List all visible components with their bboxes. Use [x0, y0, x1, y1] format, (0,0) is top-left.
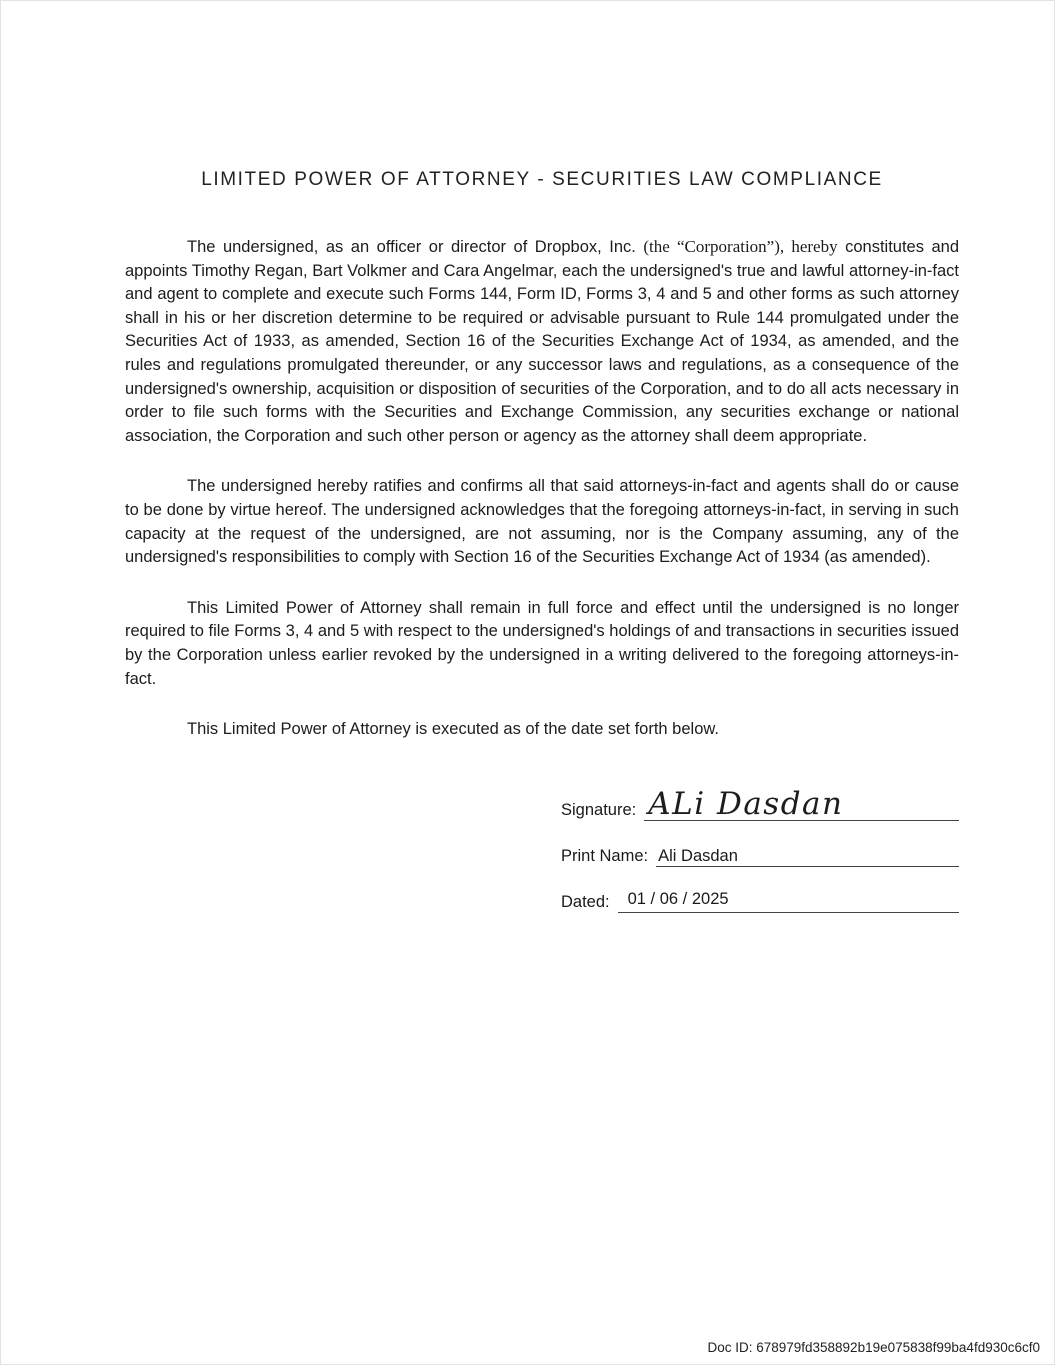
paragraph-ratification: The undersigned hereby ratifies and confirms all that said attorneys-in-fact and agents shall do or cause to be done by virtue hereof. The undersigned acknowledges that the foregoing attorneys-in-fact, in serving in such capacity at the request of the undersigned, are not assuming, nor is the Company assuming, any of the undersigned's responsibilities to comply with Section 16 of the Securities Exchange Act of 1934 (as amended).: [125, 477, 959, 567]
dated-label: Dated:: [561, 892, 610, 911]
document-title: LIMITED POWER OF ATTORNEY - SECURITIES LAW COMPLIANCE: [201, 169, 883, 190]
doc-id-footer: Doc ID: 678979fd358892b19e075838f99ba4fd930c6cf0: [707, 1340, 1040, 1355]
dated-value: 01 / 06 / 2025: [627, 889, 729, 908]
paragraph-appointment-lead: The undersigned, as an officer or director of Dropbox, Inc.: [187, 238, 644, 256]
print-name-line: [656, 846, 959, 867]
print-name-value: Ali Dasdan: [658, 846, 738, 865]
paragraph-execution: This Limited Power of Attorney is executed as of the date set forth below.: [187, 720, 719, 739]
paragraph-appointment-corporation-clause: (the “Corporation”), hereby: [643, 237, 838, 256]
signature-row: [561, 784, 959, 821]
dated-row: [561, 889, 959, 913]
signature-handwriting: ALi Dasdan: [648, 785, 844, 822]
paragraph-appointment: [125, 235, 959, 448]
paragraph-appointment-body: constitutes and appoints Timothy Regan, Bart Volkmer and Cara Angelmar, each the undersigned's true and lawful attorney-in-fact and agent to complete and execute such Forms 144, Form ID, Forms 3, 4 and 5 and other forms as such attorney shall in his or her discretion determine to be required or advisable pursuant to Rule 144 promulgated under the Securities Act of 1933, as amended, Section 16 of the Securities Exchange Act of 1934, as amended, and the rules and regulations promulgated thereunder, or any successor laws and regulations, as a consequence of the undersigned's ownership, acquisition or disposition of securities of the Corporation, and to do all acts necessary in order to file such forms with the Securities and Exchange Commission, any securities exchange or national association, the Corporation and such other person or agency as the attorney shall deem appropriate.: [125, 238, 960, 445]
dated-line: [618, 889, 959, 913]
print-name-row: [561, 846, 959, 867]
document-content: [125, 169, 959, 938]
print-name-label: Print Name:: [561, 846, 649, 865]
signature-label: Signature:: [561, 800, 637, 819]
paragraph-duration: This Limited Power of Attorney shall remain in full force and effect until the undersigned is no longer required to file Forms 3, 4 and 5 with respect to the undersigned's holdings of and transactions in securities issued by the Corporation unless earlier revoked by the undersigned in a writing delivered to the foregoing attorneys-in-fact.: [125, 598, 959, 688]
signature-line: [644, 784, 959, 821]
signature-block: [561, 784, 959, 913]
